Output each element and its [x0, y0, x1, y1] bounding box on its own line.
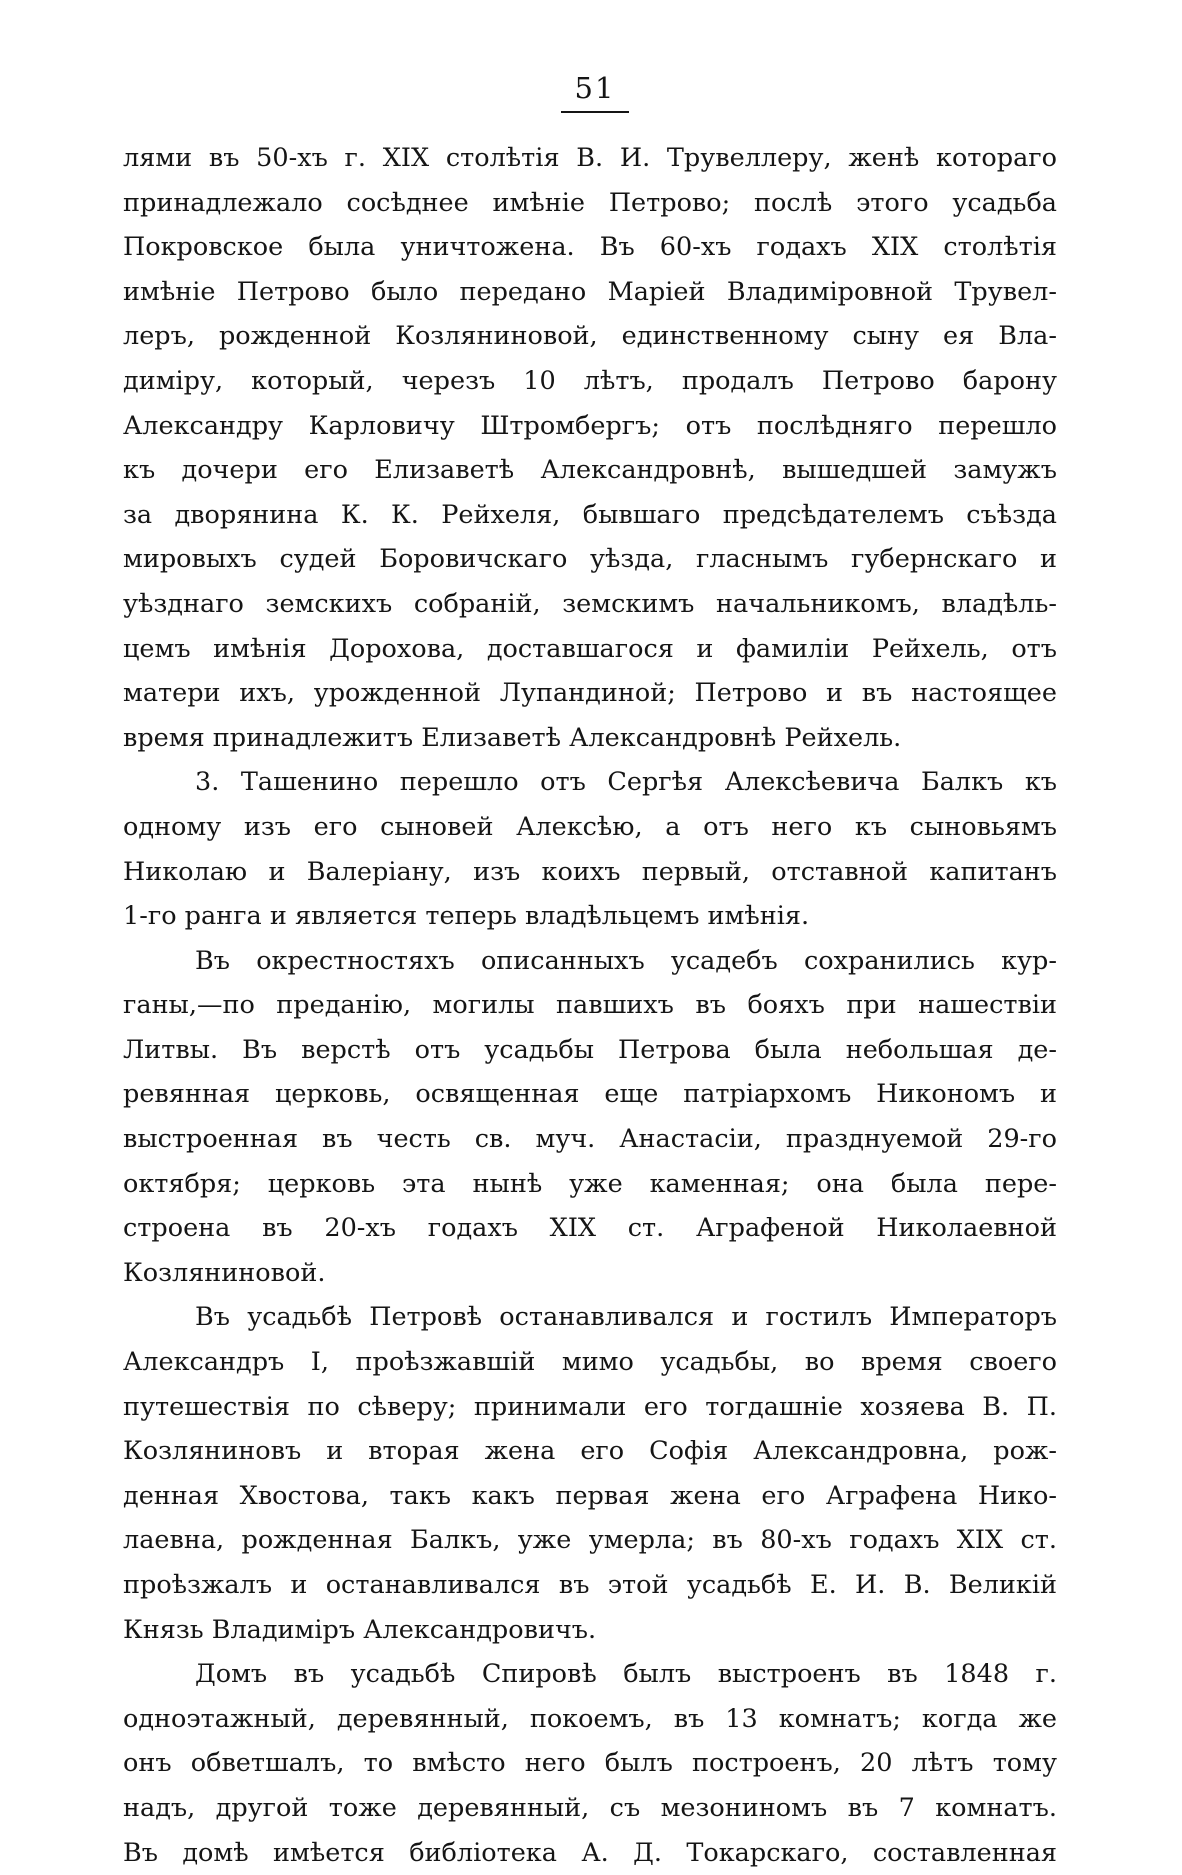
- text-line: выстроенная въ честь св. муч. Анастасіи, празднуемой 29-го: [123, 1124, 1057, 1155]
- text-line: одноэтажный, деревянный, покоемъ, въ 13 комнатъ; когда же: [123, 1703, 1057, 1734]
- text-line: Въ окрестностяхъ описанныхъ усадебъ сохранились кур-: [195, 945, 1057, 976]
- text-line: проѣзжалъ и останавливался въ этой усадьбѣ Е. И. В. Великій: [123, 1570, 1057, 1600]
- body-text: [123, 136, 1057, 1875]
- text-line: денная Хвостова, такъ какъ первая жена его Аграфена Нико-: [123, 1480, 1057, 1511]
- text-line: октября; церковь эта нынѣ уже каменная; она была пере-: [123, 1168, 1057, 1199]
- text-line: ревянная церковь, освященная еще патріархомъ Никономъ и: [123, 1079, 1057, 1110]
- text-line: Князь Владиміръ Александровичъ.: [123, 1614, 597, 1645]
- text-line: Въ усадьбѣ Петровѣ останавливался и гостилъ Императоръ: [195, 1302, 1057, 1333]
- text-line: время принадлежитъ Елизаветѣ Александровнѣ Рейхель.: [123, 722, 902, 753]
- text-line: леръ, рожденной Козляниновой, единственному сыну ея Вла-: [123, 321, 1057, 352]
- text-line: одному изъ его сыновей Алексѣю, а отъ него къ сыновьямъ: [123, 811, 1057, 842]
- text-line: Козляниновой.: [123, 1257, 326, 1288]
- text-line: онъ обветшалъ, то вмѣсто него былъ построенъ, 20 лѣтъ тому: [123, 1748, 1057, 1779]
- text-line: принадлежало сосѣднее имѣніе Петрово; послѣ этого усадьба: [123, 187, 1057, 218]
- text-line: къ дочери его Елизаветѣ Александровнѣ, вышедшей замужъ: [123, 455, 1057, 486]
- text-line: Покровское была уничтожена. Въ 60-хъ годахъ XIX столѣтія: [123, 232, 1057, 263]
- page-number-text: 51: [561, 68, 630, 113]
- text-line: матери ихъ, урожденной Лупандиной; Петрово и въ настоящее: [123, 678, 1057, 709]
- text-line: надъ, другой тоже деревянный, съ мезониномъ въ 7 комнатъ.: [123, 1792, 1057, 1823]
- text-line: имѣніе Петрово было передано Маріей Владиміровной Трувел-: [123, 276, 1057, 307]
- text-line: 1-го ранга и является теперь владѣльцемъ имѣнія.: [123, 901, 810, 932]
- text-line: ганы,—по преданію, могилы павшихъ въ бояхъ при нашествіи: [123, 990, 1057, 1021]
- text-line: Александру Карловичу Штромбергъ; отъ послѣдняго перешло: [123, 410, 1057, 441]
- text-line: диміру, который, черезъ 10 лѣтъ, продалъ Петрово барону: [123, 365, 1057, 396]
- text-line: Александръ I, проѣзжавшій мимо усадьбы, во время своего: [123, 1347, 1057, 1378]
- text-line: Николаю и Валеріану, изъ коихъ первый, отставной капитанъ: [123, 856, 1057, 887]
- text-line: 3. Ташенино перешло отъ Сергѣя Алексѣевича Балкъ къ: [195, 767, 1057, 798]
- text-line: Въ домѣ имѣется библіотека А. Д. Токарскаго, составленная: [123, 1837, 1057, 1868]
- text-line: за дворянина К. К. Рейхеля, бывшаго предсѣдателемъ съѣзда: [123, 499, 1057, 530]
- text-line: строена въ 20-хъ годахъ XIX ст. Аграфеной Николаевной: [123, 1213, 1057, 1244]
- text-line: цемъ имѣнія Дорохова, доставшагося и фамиліи Рейхель, отъ: [123, 633, 1057, 664]
- text-line: мировыхъ судей Боровичскаго уѣзда, гласнымъ губернскаго и: [123, 544, 1057, 575]
- text-line: путешествія по сѣверу; принимали его тогдашніе хозяева В. П.: [123, 1391, 1057, 1422]
- text-line: уѣзднаго земскихъ собраній, земскимъ начальникомъ, владѣль-: [123, 588, 1057, 619]
- text-line: Козляниновъ и вторая жена его Софія Александровна, рож-: [123, 1436, 1057, 1467]
- page-number: [0, 68, 1182, 113]
- text-line: Литвы. Въ верстѣ отъ усадьбы Петрова была небольшая де-: [123, 1034, 1057, 1065]
- text-line: лаевна, рожденная Балкъ, уже умерла; въ 80-хъ годахъ XIX ст.: [123, 1525, 1057, 1556]
- text-line: Домъ въ усадьбѣ Спировѣ былъ выстроенъ въ 1848 г.: [195, 1659, 1057, 1690]
- text-line: лями въ 50-хъ г. XIX столѣтія В. И. Трувеллеру, женѣ котораго: [123, 143, 1057, 173]
